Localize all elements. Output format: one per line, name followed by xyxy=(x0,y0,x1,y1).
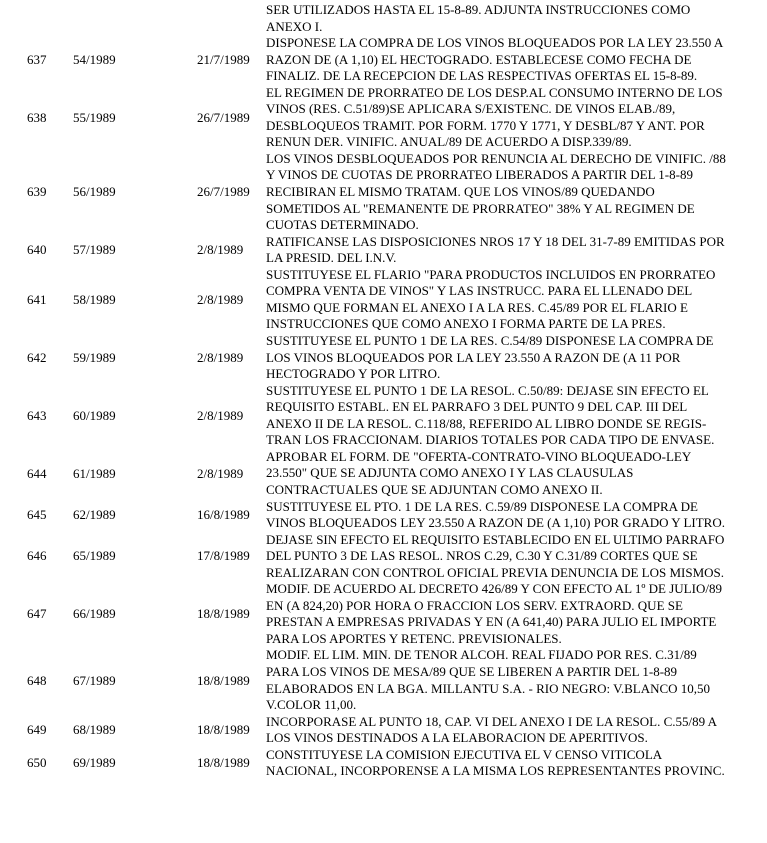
resolution-description xyxy=(266,85,763,151)
description-line: DEJASE SIN EFECTO EL REQUISITO ESTABLECIDO EN EL ULTIMO PARRAFO xyxy=(266,531,725,547)
resolution-number: 55/1989 xyxy=(73,109,116,125)
description-line: FINALIZ. DE LA RECEPCION DE LAS RESPECTIVAS OFERTAS EL 15-8-89. xyxy=(266,68,698,84)
description-line: INCORPORASE AL PUNTO 18, CAP. VI DEL ANEXO I DE LA RESOL. C.55/89 A xyxy=(266,713,718,729)
description-line: COMPRA VENTA DE VINOS" Y LAS INSTRUCC. PARA EL LLENADO DEL xyxy=(266,283,693,299)
description-line: SUSTITUYESE EL PUNTO 1 DE LA RES. C.54/89 DISPONESE LA COMPRA DE xyxy=(266,333,714,348)
description-line: LOS VINOS DESBLOQUEADOS POR RENUNCIA AL DERECHO DE VINIFIC. /88 xyxy=(266,150,726,166)
description-line: EL REGIMEN DE PRORRATEO DE LOS DESP.AL CONSUMO INTERNO DE LOS xyxy=(266,84,723,100)
description-line: HECTOGRADO Y POR LITRO. xyxy=(266,366,441,382)
table-row xyxy=(0,499,767,532)
description-line: PARA LOS APORTES Y RETENC. PREVISIONALES. xyxy=(266,630,562,646)
table-row xyxy=(0,714,767,747)
table-row xyxy=(0,151,767,234)
description-line: DISPONESE LA COMPRA DE LOS VINOS BLOQUEADOS POR LA LEY 23.550 A xyxy=(266,35,724,51)
description-line: MISMO QUE FORMAN EL ANEXO I A LA RES. C.45/89 POR EL FLARIO E xyxy=(266,299,688,315)
description-line: V.COLOR 11,00. xyxy=(266,697,357,713)
description-line: CUOTAS DETERMINADO. xyxy=(266,217,419,233)
resolution-description xyxy=(266,449,763,499)
resolution-date: 26/7/1989 xyxy=(197,109,250,125)
row-number: 638 xyxy=(27,109,47,125)
resolution-description xyxy=(266,647,763,713)
row-number: 649 xyxy=(27,722,47,738)
description-line: VINOS (RES. C.51/89)SE APLICARA S/EXISTENC. DE VINOS ELAB./89, xyxy=(266,101,676,117)
resolution-description xyxy=(266,532,763,582)
table-row xyxy=(0,647,767,713)
resolution-number: 67/1989 xyxy=(73,672,116,688)
description-line: RATIFICANSE LAS DISPOSICIONES NROS 17 Y 18 DEL 31-7-89 EMITIDAS POR xyxy=(266,233,725,249)
table-row xyxy=(0,581,767,647)
resolution-date: 16/8/1989 xyxy=(197,507,250,523)
row-number: 637 xyxy=(27,51,47,67)
description-line: MODIF. EL LIM. MIN. DE TENOR ALCOH. REAL FIJADO POR RES. C.31/89 xyxy=(266,647,697,663)
description-line: CONTRACTUALES QUE SE ADJUNTAN COMO ANEXO II. xyxy=(266,481,603,497)
table-row xyxy=(0,333,767,383)
table-row xyxy=(0,747,767,780)
description-line: RENUN DER. VINIFIC. ANUAL/89 DE ACUERDO A DISP.339/89. xyxy=(266,134,632,150)
row-number: 640 xyxy=(27,242,47,258)
table-row xyxy=(0,449,767,499)
resolution-date: 18/8/1989 xyxy=(197,672,250,688)
resolution-date: 18/8/1989 xyxy=(197,606,250,622)
resolution-number: 57/1989 xyxy=(73,242,116,258)
description-line: SUSTITUYESE EL PTO. 1 DE LA RES. C.59/89 DISPONESE LA COMPRA DE xyxy=(266,498,698,514)
description-line: REQUISITO ESTABL. EN EL PARRAFO 3 DEL PUNTO 9 DEL CAP. III DEL xyxy=(266,399,688,415)
description-line: ANEXO II DE LA RESOL. C.118/88, REFERIDO AL LIBRO DONDE SE REGIS- xyxy=(266,415,707,431)
row-number: 647 xyxy=(27,606,47,622)
resolution-number: 58/1989 xyxy=(73,291,116,307)
resolution-date: 2/8/1989 xyxy=(197,242,244,258)
description-line: MODIF. DE ACUERDO AL DECRETO 426/89 Y CON EFECTO AL 1º DE JULIO/89 xyxy=(266,581,722,597)
description-line: NACIONAL, INCORPORENSE A LA MISMA LOS REPRESENTANTES PROVINC. xyxy=(266,763,725,779)
resolution-date: 2/8/1989 xyxy=(197,349,244,365)
resolution-description xyxy=(266,2,763,35)
row-number: 642 xyxy=(27,349,47,365)
resolution-date: 18/8/1989 xyxy=(197,722,250,738)
resolution-number: 66/1989 xyxy=(73,606,116,622)
table-row xyxy=(0,532,767,582)
description-line: ANEXO I. xyxy=(266,18,323,34)
table-row xyxy=(0,85,767,151)
table-row xyxy=(0,234,767,267)
resolution-description xyxy=(266,747,763,780)
resolution-date: 2/8/1989 xyxy=(197,291,244,307)
resolution-number: 56/1989 xyxy=(73,184,116,200)
resolution-number: 60/1989 xyxy=(73,407,116,423)
resolution-description xyxy=(266,151,763,234)
resolution-number: 69/1989 xyxy=(73,755,116,771)
description-line: PARA LOS VINOS DE MESA/89 QUE SE LIBEREN A PARTIR DEL 1-8-89 xyxy=(266,663,678,679)
resolution-date: 21/7/1989 xyxy=(197,51,250,67)
row-number: 643 xyxy=(27,407,47,423)
description-line: ELABORADOS EN LA BGA. MILLANTU S.A. - RIO NEGRO: V.BLANCO 10,50 xyxy=(266,680,711,696)
description-line: SER UTILIZADOS HASTA EL 15-8-89. ADJUNTA INSTRUCCIONES COMO xyxy=(266,2,691,17)
row-number: 648 xyxy=(27,672,47,688)
description-line: SUSTITUYESE EL FLARIO "PARA PRODUCTOS INCLUIDOS EN PRORRATEO xyxy=(266,266,716,282)
description-line: TRAN LOS FRACCIONAM. DIARIOS TOTALES POR CADA TIPO DE ENVASE. xyxy=(266,432,715,448)
resolution-description xyxy=(266,35,763,85)
description-line: REALIZARAN CON CONTROL OFICIAL PREVIA DENUNCIA DE LOS MISMOS. xyxy=(266,564,725,580)
resolution-number: 62/1989 xyxy=(73,507,116,523)
resolution-description xyxy=(266,234,763,267)
description-line: APROBAR EL FORM. DE "OFERTA-CONTRATO-VINO BLOQUEADO-LEY xyxy=(266,448,692,464)
resolution-date: 26/7/1989 xyxy=(197,184,250,200)
description-line: VINOS BLOQUEADOS LEY 23.550 A RAZON DE (A 1,10) POR GRADO Y LITRO. xyxy=(266,515,725,531)
resolution-date: 2/8/1989 xyxy=(197,465,244,481)
row-number: 650 xyxy=(27,755,47,771)
resolution-date: 17/8/1989 xyxy=(197,548,250,564)
resolution-description xyxy=(266,499,763,532)
resolution-number: 65/1989 xyxy=(73,548,116,564)
description-line: RAZON DE (A 1,10) EL HECTOGRADO. ESTABLECESE COMO FECHA DE xyxy=(266,51,692,67)
description-line: 23.550" QUE SE ADJUNTA COMO ANEXO I Y LAS CLAUSULAS xyxy=(266,465,634,481)
description-line: LOS VINOS BLOQUEADOS POR LA LEY 23.550 A RAZON DE (A 11 POR xyxy=(266,349,681,365)
description-line: DEL PUNTO 3 DE LAS RESOL. NROS C.29, C.30 Y C.31/89 CORTES QUE SE xyxy=(266,548,698,564)
resolution-description xyxy=(266,383,763,449)
resolution-date: 18/8/1989 xyxy=(197,755,250,771)
row-number: 644 xyxy=(27,465,47,481)
resolution-number: 59/1989 xyxy=(73,349,116,365)
table-row xyxy=(0,267,767,333)
description-line: INSTRUCCIONES QUE COMO ANEXO I FORMA PARTE DE LA PRES. xyxy=(266,316,666,332)
resolution-description xyxy=(266,333,763,383)
description-line: DESBLOQUEOS TRAMIT. POR FORM. 1770 Y 1771, Y DESBL/87 Y ANT. POR xyxy=(266,117,705,133)
table-row xyxy=(0,2,767,35)
description-line: CONSTITUYESE LA COMISION EJECUTIVA EL V CENSO VITICOLA xyxy=(266,746,663,762)
resolution-number: 68/1989 xyxy=(73,722,116,738)
description-line: LA PRESID. DEL I.N.V. xyxy=(266,250,397,266)
resolution-description xyxy=(266,267,763,333)
row-number: 639 xyxy=(27,184,47,200)
table-row xyxy=(0,383,767,449)
description-line: EN (A 824,20) POR HORA O FRACCION LOS SERV. EXTRAORD. QUE SE xyxy=(266,597,683,613)
resolution-description xyxy=(266,714,763,747)
description-line: RECIBIRAN EL MISMO TRATAM. QUE LOS VINOS/89 QUEDANDO xyxy=(266,184,655,200)
description-line: LOS VINOS DESTINADOS A LA ELABORACION DE APERITIVOS. xyxy=(266,730,648,746)
row-number: 641 xyxy=(27,291,47,307)
table-row xyxy=(0,35,767,85)
resolution-number: 61/1989 xyxy=(73,465,116,481)
row-number: 645 xyxy=(27,507,47,523)
description-line: Y VINOS DE CUOTAS DE PRORRATEO LIBERADOS A PARTIR DEL 1-8-89 xyxy=(266,167,693,183)
resolution-description xyxy=(266,581,763,647)
resolution-number: 54/1989 xyxy=(73,51,116,67)
description-line: SOMETIDOS AL "REMANENTE DE PRORRATEO" 38% Y AL REGIMEN DE xyxy=(266,200,695,216)
resolution-date: 2/8/1989 xyxy=(197,407,244,423)
description-line: SUSTITUYESE EL PUNTO 1 DE LA RESOL. C.50/89: DEJASE SIN EFECTO EL xyxy=(266,382,709,398)
row-number: 646 xyxy=(27,548,47,564)
description-line: PRESTAN A EMPRESAS PRIVADAS Y EN (A 641,40) PARA JULIO EL IMPORTE xyxy=(266,614,717,630)
